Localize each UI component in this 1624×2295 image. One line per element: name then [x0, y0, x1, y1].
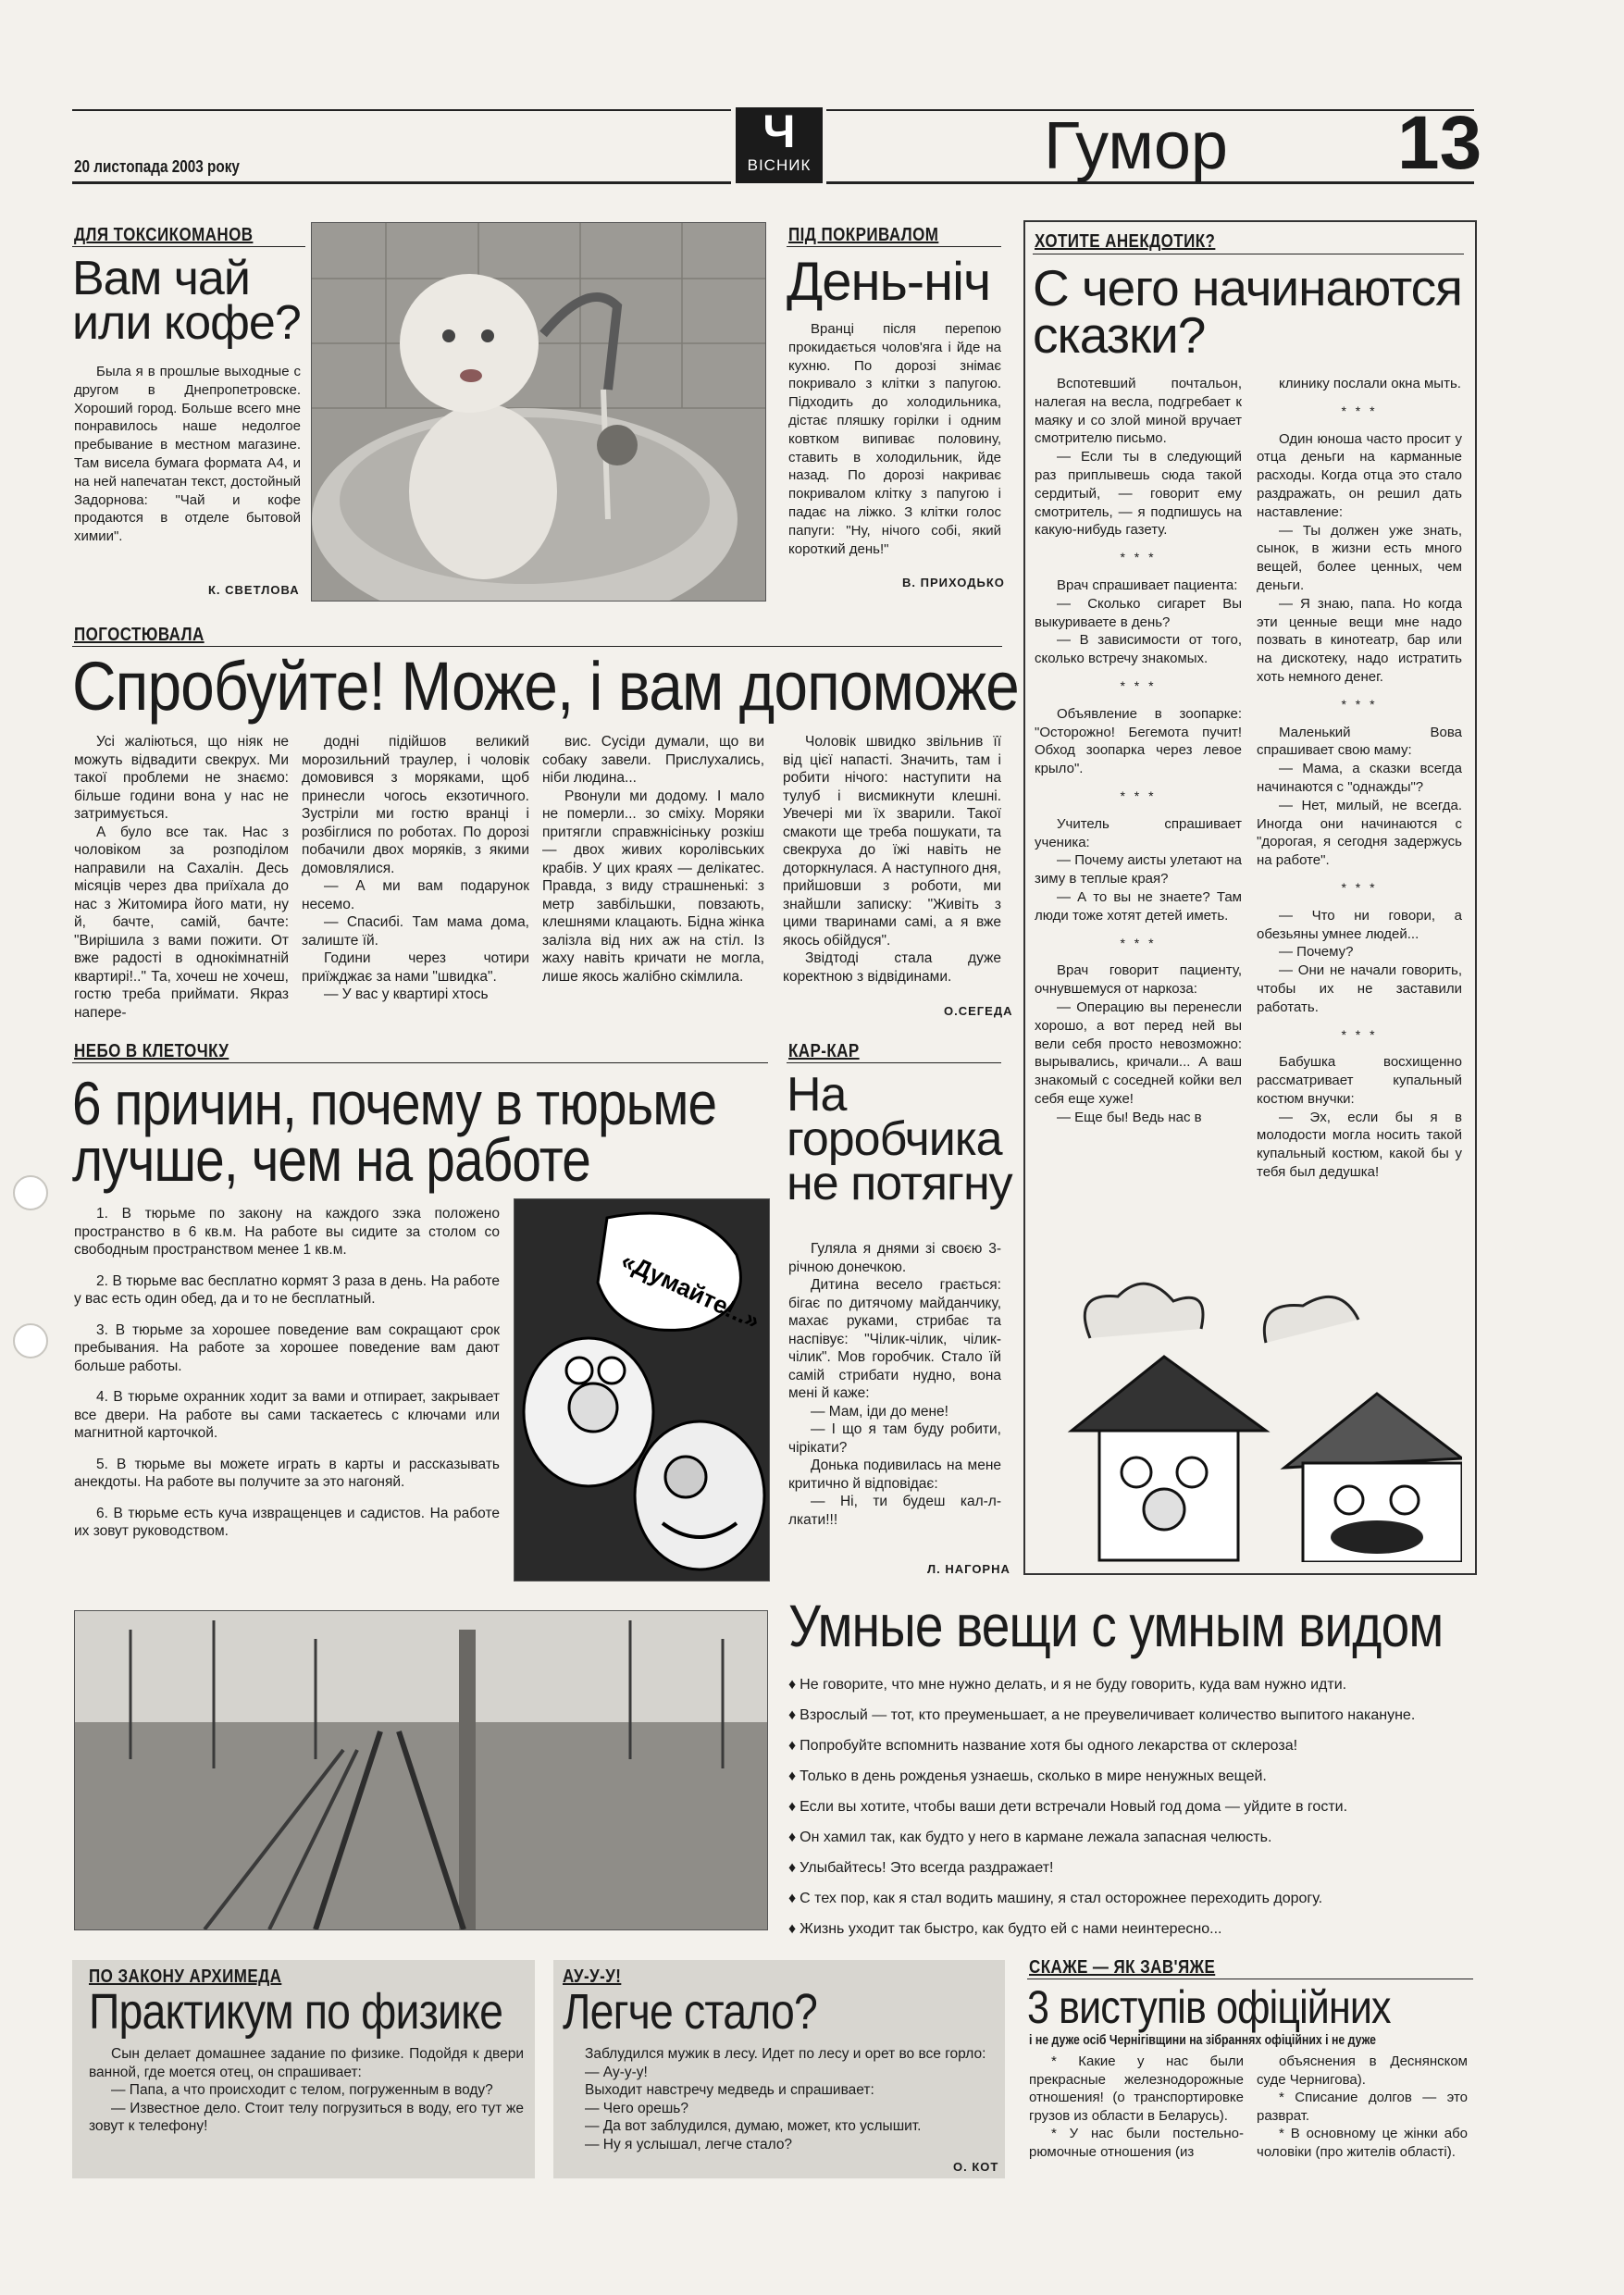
quote-paragraph: * Какие у нас были прекрасные железнодорожные отношения! (о транспортировке грузов из области в Беларусь).: [1029, 2053, 1244, 2124]
a4-column-1: [74, 733, 289, 1022]
reason-item: 1. В тюрьме по закону на каждого зэка положено пространство в 6 кв.м. На работе вы сидите за столом со свободным пространством менее 1 кв.м.: [74, 1206, 500, 1258]
separator-stars: * * *: [1341, 696, 1378, 712]
a10-subtitle: і не дуже осіб Чернігівщини на зібраннях офіційних і не дуже: [1029, 2032, 1377, 2048]
a4-kicker: ПОГОСТЮВАЛА: [74, 625, 205, 645]
a2-title: День-ніч: [787, 252, 991, 312]
smart-saying-text: Не говорите, что мне нужно делать, и я не буду говорить, куда вам нужно идти.: [800, 1677, 1347, 1693]
separator-stars: * * *: [1120, 677, 1157, 693]
a6-paragraph: — Мам, іди до мене!: [811, 1403, 948, 1420]
a7-list: [788, 1669, 1415, 1944]
bullet-icon: ♦: [788, 1860, 797, 1876]
a9-paragraph: — Да вот заблудился, думаю, может, кто услышит.: [585, 2118, 922, 2134]
joke-paragraph: Маленький Вова спрашивает свою маму:: [1257, 724, 1462, 759]
houses-cartoon-drawing: [1035, 1273, 1462, 1562]
logo-word: ВІСНИК: [747, 156, 812, 174]
a6-body: [788, 1240, 1001, 1529]
smart-saying-text: Жизнь уходит так быстро, как будто ей с нами неинтересно...: [800, 1921, 1222, 1937]
baby-bath-photo: [311, 222, 766, 602]
a4-column-3: [542, 733, 764, 986]
thought-bubble-text: «Думайте!..»: [616, 1246, 764, 1335]
a1-signature: К. СВЕТЛОВА: [208, 583, 300, 597]
a8-paragraph: — Папа, а что происходит с телом, погруженным в воду?: [111, 2082, 493, 2098]
bullet-icon: ♦: [788, 1677, 797, 1693]
joke-paragraph: — Почему аисты улетают на зиму в теплые края?: [1035, 852, 1242, 887]
reason-item: 2. В тюрьме вас бесплатно кормят 3 раза в день. На работе у вас есть один обед, да и то не бесплатный.: [74, 1272, 500, 1307]
separator-stars: * * *: [1341, 403, 1378, 418]
punch-hole: [13, 1175, 48, 1210]
punch-hole: [13, 1323, 48, 1358]
joke-paragraph: Один юноша часто просит у отца деньги на карманные расходы. Когда отца это стало раздражать, он решил дать наставление:: [1257, 430, 1462, 520]
a3-column-1: [1035, 375, 1242, 1126]
a9-paragraph: Выходит навстречу медведь и спрашивает:: [585, 2082, 874, 2098]
a9-signature: О. КОТ: [953, 2160, 999, 2174]
smart-saying-item: [788, 1914, 1415, 1944]
a8-paragraph: — Известное дело. Стоит телу погрузиться в воду, его тут же зовут к телефону!: [89, 2100, 524, 2134]
a3-title-line1: С чего начинаются: [1033, 259, 1462, 316]
issue-date: 20 листопада 2003 року: [74, 157, 240, 176]
joke-paragraph: — Они не начали говорить, чтобы их не заставили работать.: [1257, 962, 1462, 1015]
a4-rule: [72, 646, 1002, 647]
a6-rule: [787, 1062, 1001, 1063]
reason-item: 5. В тюрьме вы можете играть в карты и рассказывать анекдоты. На работе вы получите за это нагоняй.: [74, 1456, 500, 1490]
a4-paragraph: Чоловік швидко звільнив її від цієї напасті. Значить, там і робити нічого: наступити на тулуб і висмикнути клешні. Увечері ми їх зварили. Такої смакоти ще треба пошукати, та свекруха до їжі навіть не доторкнулася. А наступного дня, прийшовши з роботи, ми знайшли записку: "Живіть з цими тваринами самі, а я вже якось обійдуся".: [783, 734, 1001, 949]
bullet-icon: ♦: [788, 1768, 797, 1784]
bullet-icon: ♦: [788, 1891, 797, 1906]
bullet-icon: ♦: [788, 1707, 797, 1723]
a7-title: Умные вещи с умным видом: [788, 1593, 1444, 1659]
a1-body: [74, 363, 301, 546]
smart-saying-text: Улыбайтесь! Это всегда раздражает!: [800, 1860, 1054, 1876]
quote-paragraph: объяснения в Деснянском суде Чернигова).: [1257, 2053, 1468, 2088]
a4-paragraph: Рвонули ми додому. І мало не померли... зо сміху. Моряки притягли справжнісіньку розкіш — двох живих королівських крабів. У цих краях — делікатес. Правда, з виду страшненькі: з метр завбільшки, повзають, клешнями клацають. Бідна жінка залізла від них аж на стіл. Із жаху навіть кричати не могла, лише якось жалібно скімлила.: [542, 788, 764, 985]
a6-paragraph: Гуляла я днями зі своєю 3-річною донечкою.: [788, 1241, 1001, 1275]
a4-paragraph: — А ми вам подарунок несемо.: [302, 878, 529, 912]
smart-saying-item: [788, 1853, 1415, 1883]
thinking-cartoon: [514, 1198, 770, 1582]
reason-item: 4. В тюрьме охранник ходит за вами и отпирает, закрывает все двери. На работе вы сами таскаетесь с ключами или магнитной карточкой.: [74, 1389, 500, 1441]
joke-paragraph: — Я знаю, папа. Но когда эти ценные вещи мне надо позвать в кинотеатр, бар или на дискотеку, надо истратить хоть немного денег.: [1257, 595, 1462, 685]
separator-stars: * * *: [1341, 879, 1378, 895]
a6-signature: Л. НАГОРНА: [927, 1562, 1010, 1576]
a9-body: [563, 2045, 998, 2153]
joke-paragraph: клинику послали окна мыть.: [1279, 376, 1461, 391]
page-number: 13: [1397, 101, 1482, 185]
a2-signature: В. ПРИХОДЬКО: [902, 576, 1005, 589]
a3-title: [1033, 259, 1462, 364]
a5-title-line1: 6 причин, почему в тюрьме: [72, 1069, 717, 1137]
a6-paragraph: — І що я там буду робити, чірікати?: [788, 1421, 1001, 1456]
bullet-icon: ♦: [788, 1921, 797, 1937]
a5-title: [72, 1069, 717, 1194]
a2-rule: [787, 246, 1001, 247]
a2-body: [788, 320, 1001, 558]
joke-paragraph: Врач спрашивает пациента:: [1057, 577, 1238, 593]
joke-paragraph: — Что ни говори, а обезьяны умнее людей...: [1257, 907, 1462, 942]
reason-item: 6. В тюрьме есть куча извращенцев и садистов. На работе их зовут руководством.: [74, 1505, 500, 1539]
joke-paragraph: — А то вы не знаете? Там люди тоже хотят детей иметь.: [1035, 888, 1242, 924]
a4-column-4: [783, 733, 1001, 986]
a1-title-line1: Вам чай: [72, 252, 250, 305]
a10-column-1: [1029, 2053, 1244, 2161]
smart-saying-text: Взрослый — тот, кто преуменьшает, а не преувеличивает количество выпитого накануне.: [800, 1707, 1416, 1723]
joke-paragraph: — Если ты в следующий раз приплывешь сюда такой сердитый, — говорит ему смотритель, — я подпишусь на какую-нибудь газету.: [1035, 449, 1242, 539]
a8-kicker: ПО ЗАКОНУ АРХИМЕДА: [89, 1966, 282, 1987]
joke-paragraph: Вспотевший почтальон, налегая на весла, подгребает к маяку и со злой миной вручает смотрителю письмо.: [1035, 376, 1242, 447]
a4-paragraph: А було все так. Нас з чоловіком за розподілом направили на Сахалін. Десь місяців через два приїхала до нас з Житомира його мати, ну й, бачте, самій, бачте: "Вирішила з вами пожити. От вже радості в однокімнатній квартирі!.." Та, хочеш не хочеш, гостю треба приймати. Якраз напере-: [74, 824, 289, 1021]
a6-title-line1: На: [787, 1068, 847, 1122]
a9-title: Легче стало?: [563, 1984, 817, 2040]
a6-title-line2: горобчика: [787, 1111, 1002, 1166]
a4-paragraph: — Спасибі. Там мама дома, залиште їй.: [302, 914, 529, 949]
a2-paragraph: Вранці після перепою прокидається чолов'яга і йде на кухню. По дорозі знімає покривало з клітки з папугою. Підходить до холодильника, дістає пляшку горілки і одним ковтком випиває половину, ставить в холодильник, йде назад. По дорозі накриває покривалом клітку з папугою і падає на ліжко. З клітки голос папуги: "Ну, нічого собі, який короткий день!": [788, 321, 1001, 557]
a5-title-line2: лучше, чем на работе: [72, 1124, 591, 1194]
a6-paragraph: Донька подивилась на мене критично й відповідає:: [788, 1458, 1001, 1492]
newspaper-logo: [736, 107, 823, 183]
joke-paragraph: Врач говорит пациенту, очнувшемуся от наркоза:: [1035, 962, 1242, 998]
a6-title: [787, 1068, 1012, 1210]
a3-title-line2: сказки?: [1033, 305, 1206, 364]
quote-paragraph: * У нас были постельно-рюмочные отношения (из: [1029, 2126, 1244, 2160]
smart-saying-text: Он хамил так, как будто у него в кармане лежала запасная челюсть.: [800, 1830, 1272, 1845]
railway-photo: [74, 1610, 768, 1930]
a4-column-2: [302, 733, 529, 1004]
quote-paragraph: * В основному це жінки або чоловіки (про жителів області).: [1257, 2126, 1468, 2160]
a5-kicker: НЕБО В КЛЕТОЧКУ: [74, 1041, 229, 1061]
a9-paragraph: — Ау-у-у!: [585, 2064, 648, 2080]
smart-saying-item: [788, 1731, 1415, 1761]
bullet-icon: ♦: [788, 1799, 797, 1815]
header-rule-top: [72, 109, 731, 111]
separator-stars: * * *: [1341, 1026, 1378, 1042]
a8-paragraph: Сын делает домашнее задание по физике. Подойдя к двери ванной, где моется отец, он спрашивает:: [89, 2046, 524, 2080]
a4-title: Спробуйте! Може, і вам допоможе: [72, 648, 1019, 725]
smart-saying-item: [788, 1883, 1415, 1914]
joke-paragraph: — Сколько сигарет Вы выкуриваете в день?: [1035, 595, 1242, 630]
smart-saying-text: Если вы хотите, чтобы ваши дети встречали Новый год дома — уйдите в гости.: [800, 1799, 1348, 1815]
a10-column-2: [1257, 2053, 1468, 2161]
a4-paragraph: Години через чотири приїжджає за нами "швидка".: [302, 950, 529, 985]
a3-kicker: ХОТИТЕ АНЕКДОТИК?: [1035, 231, 1216, 252]
a1-rule: [72, 246, 305, 247]
joke-paragraph: — Мама, а сказки всегда начинаются с "однажды"?: [1257, 761, 1462, 795]
a9-paragraph: — Ну я услышал, легче стало?: [585, 2136, 793, 2152]
a5-list: [74, 1205, 500, 1541]
a6-paragraph: Дитина весело грається: бігає по дитячому майданчику, махає руками, стрибає та наспівує: "Чілик-чілик, чілик-чілик". Мов горобчик. Стало їй самій стрибати нудно, вона мені й каже:: [788, 1277, 1001, 1401]
joke-paragraph: — Ты должен уже знать, сынок, в жизни есть много вещей, более ценных, чем деньги.: [1257, 522, 1462, 593]
a1-paragraph: Была я в прошлые выходные с другом в Днепропетровске. Хороший город. Больше всего мне понравилось наше недолгое пребывание в местном магазине. Там висела бумага формата А4, и на ней напечатан текст, достойный Задорнова: "Чай и кофе продаются в отделе бытовой химии".: [74, 364, 301, 545]
a9-kicker: АУ-У-У!: [563, 1966, 622, 1987]
a1-title: [72, 252, 301, 350]
smart-saying-text: Попробуйте вспомнить название хотя бы одного лекарства от склероза!: [800, 1738, 1298, 1754]
a2-kicker: ПІД ПОКРИВАЛОМ: [788, 225, 939, 245]
joke-paragraph: Учитель спрашивает ученика:: [1035, 815, 1242, 850]
a4-paragraph: вис. Сусіди думали, що ви собаку завели. Прислухались, ніби людина...: [542, 734, 764, 786]
joke-paragraph: Бабушка восхищенно рассматривает купальный костюм внучки:: [1257, 1054, 1462, 1107]
a1-title-line2: или кофе?: [72, 295, 301, 350]
smart-saying-text: Только в день рожденья узнаешь, сколько в мире ненужных вещей.: [800, 1768, 1267, 1784]
joke-paragraph: — Эх, если бы я в молодости могла носить такой купальный костюм, какой бы у тебя был дедушка!: [1257, 1109, 1462, 1181]
a9-paragraph: — Чего орешь?: [585, 2100, 688, 2116]
baby-bath-illustration: [312, 223, 765, 601]
a10-kicker: СКАЖЕ — ЯК ЗАВ'ЯЖЕ: [1029, 1957, 1216, 1978]
a6-paragraph: — Ні, ти будеш кал-л-лкати!!!: [788, 1494, 1001, 1528]
smart-saying-text: С тех пор, как я стал водить машину, я стал осторожнее переходить дорогу.: [800, 1891, 1323, 1906]
a1-kicker: ДЛЯ ТОКСИКОМАНОВ: [74, 225, 254, 245]
a8-title: Практикум по физике: [89, 1984, 503, 2040]
railway-illustration: [75, 1611, 767, 1929]
separator-stars: * * *: [1120, 550, 1157, 565]
header-rule-bottom: [72, 181, 731, 184]
houses-cartoon: [1035, 1273, 1462, 1562]
smart-saying-item: [788, 1669, 1415, 1700]
smart-saying-item: [788, 1822, 1415, 1853]
a4-paragraph: Звідтоді стала дуже коректною з відвідинами.: [783, 950, 1001, 985]
a10-title: 3 виступів офіційних: [1027, 1981, 1391, 2033]
logo-letter: Ч: [762, 105, 796, 157]
smart-saying-item: [788, 1761, 1415, 1792]
bullet-icon: ♦: [788, 1738, 797, 1754]
a4-paragraph: — У вас у квартирі хтось: [324, 986, 489, 1002]
a6-title-line3: не потягну: [787, 1156, 1012, 1210]
thinking-cartoon-drawing: [514, 1199, 769, 1581]
reason-item: 3. В тюрьме за хорошее поведение вам сокращают срок пребывания. На работе за хорошее поведение вам дают больше работы.: [74, 1321, 500, 1374]
smart-saying-item: [788, 1792, 1415, 1822]
a4-signature: О.СЕГЕДА: [944, 1004, 1013, 1018]
joke-paragraph: — Почему?: [1279, 944, 1354, 961]
smart-saying-item: [788, 1700, 1415, 1731]
a9-paragraph: Заблудился мужик в лесу. Идет по лесу и орет во все горло:: [585, 2046, 986, 2062]
section-title: Гумор: [1044, 109, 1228, 183]
bullet-icon: ♦: [788, 1830, 797, 1845]
joke-paragraph: — В зависимости от того, сколько встречу знакомых.: [1035, 632, 1242, 667]
a4-paragraph: Усі жаліються, що ніяк не можуть відвадити свекрух. Ми такої проблеми не знаємо: більше години вона у нас не затримується.: [74, 734, 289, 822]
a8-body: [89, 2045, 524, 2136]
joke-paragraph: — Операцию вы перенесли хорошо, а вот перед ней вы вели себя просто невозможно: вырывались, кричали... А ваш знакомый с соседней койки вел себя еще хуже!: [1035, 999, 1242, 1107]
a5-rule: [72, 1062, 768, 1063]
quote-paragraph: * Списание долгов — это разврат.: [1257, 2090, 1468, 2124]
separator-stars: * * *: [1120, 935, 1157, 950]
a3-column-2: [1257, 375, 1462, 1182]
separator-stars: * * *: [1120, 788, 1157, 803]
joke-paragraph: Объявление в зоопарке: "Осторожно! Бегемота пучит! Обход зоопарка через левое крыло".: [1035, 705, 1242, 777]
a4-paragraph: додні підійшов великий морозильний траулер, і чоловік домовився з моряками, щоб принесли чогось екзотичного. Зустріли ми гостю вранці і розбіглися по роботах. По дорозі побачили двох моряків, з якими домовлялися.: [302, 734, 529, 876]
joke-paragraph: — Еще бы! Ведь нас в: [1057, 1109, 1202, 1125]
a6-kicker: КАР-КАР: [788, 1041, 860, 1061]
joke-paragraph: — Нет, милый, не всегда. Иногда они начинаются с "дорогая, я сегодня задержусь на работе".: [1257, 797, 1462, 869]
